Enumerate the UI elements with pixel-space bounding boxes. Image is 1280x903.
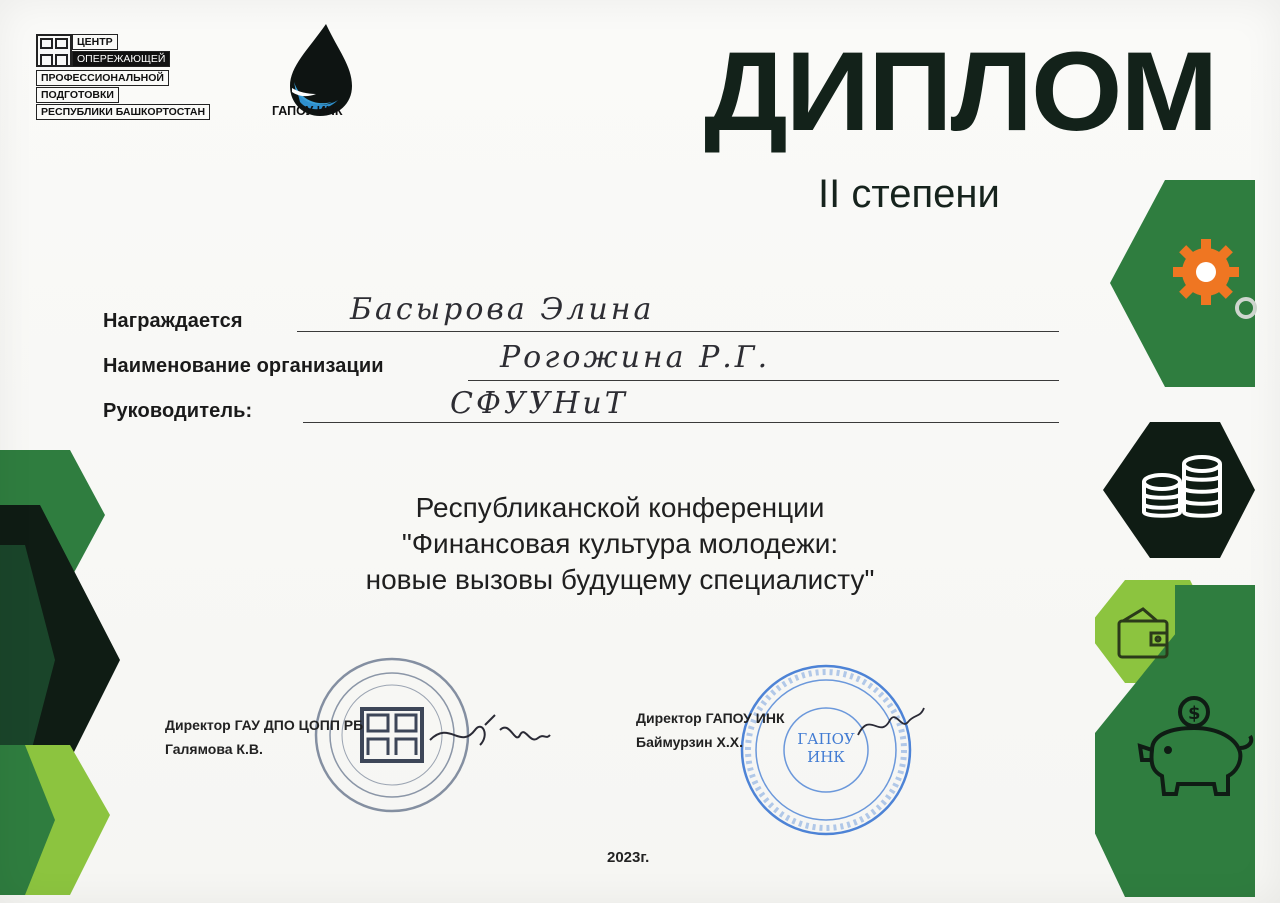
supervisor-underline [303, 422, 1059, 423]
inc-logo-label: ГАПОУ ИНК [272, 104, 343, 118]
supervisor-label: Руководитель: [103, 400, 253, 422]
awarded-value: Басырова Элина [350, 292, 655, 327]
copp-line-1: ЦЕНТР [72, 34, 118, 50]
left-signatory-title: Директор ГАУ ДПО ЦОПП РБ [165, 717, 364, 733]
copp-logo [36, 34, 251, 124]
left-signature-scribble [420, 700, 560, 770]
conference-line-3: новые вызовы будущему специалисту" [365, 564, 875, 595]
left-signatory-name: Галямова К.В. [165, 741, 263, 757]
svg-text:$: $ [1188, 703, 1201, 724]
diploma-degree: II степени [818, 172, 1000, 216]
right-signatory-name: Баймурзин Х.Х. [636, 734, 743, 750]
gear-icon [1170, 238, 1262, 330]
right-signature-scribble [850, 700, 930, 750]
inc-stamp-text: ГАПОУ ИНК [797, 730, 855, 766]
copp-line-4: ПОДГОТОВКИ [36, 87, 119, 103]
conference-line-2: "Финансовая культура молодежи: [401, 528, 839, 559]
supervisor-value: СФУУНиТ [450, 386, 628, 421]
right-signatory-title: Директор ГАПОУ ИНК [636, 710, 785, 726]
diploma-title: ДИПЛОМ [704, 29, 1217, 154]
conference-text [260, 490, 980, 598]
year: 2023г. [607, 849, 650, 866]
right-signature-block [636, 706, 785, 754]
organization-value: Рогожина Р.Г. [500, 340, 771, 375]
piggy-bank-icon [1132, 690, 1262, 800]
awarded-underline [297, 331, 1059, 332]
conference-line-1: Республиканской конференции [415, 492, 825, 523]
left-signature-block [165, 713, 363, 761]
awarded-label: Награждается [103, 310, 243, 332]
organization-label: Наименование организации [103, 355, 384, 377]
copp-mark-icon [36, 34, 72, 67]
copp-line-2: ОПЕРЕЖАЮЩЕЙ [72, 51, 170, 67]
copp-line-5: РЕСПУБЛИКИ БАШКОРТОСТАН [36, 104, 210, 120]
left-decoration [0, 445, 120, 903]
organization-underline [468, 380, 1059, 381]
wallet-icon [1113, 603, 1173, 663]
coins-icon [1136, 452, 1228, 528]
copp-line-3: ПРОФЕССИОНАЛЬНОЙ [36, 70, 169, 86]
